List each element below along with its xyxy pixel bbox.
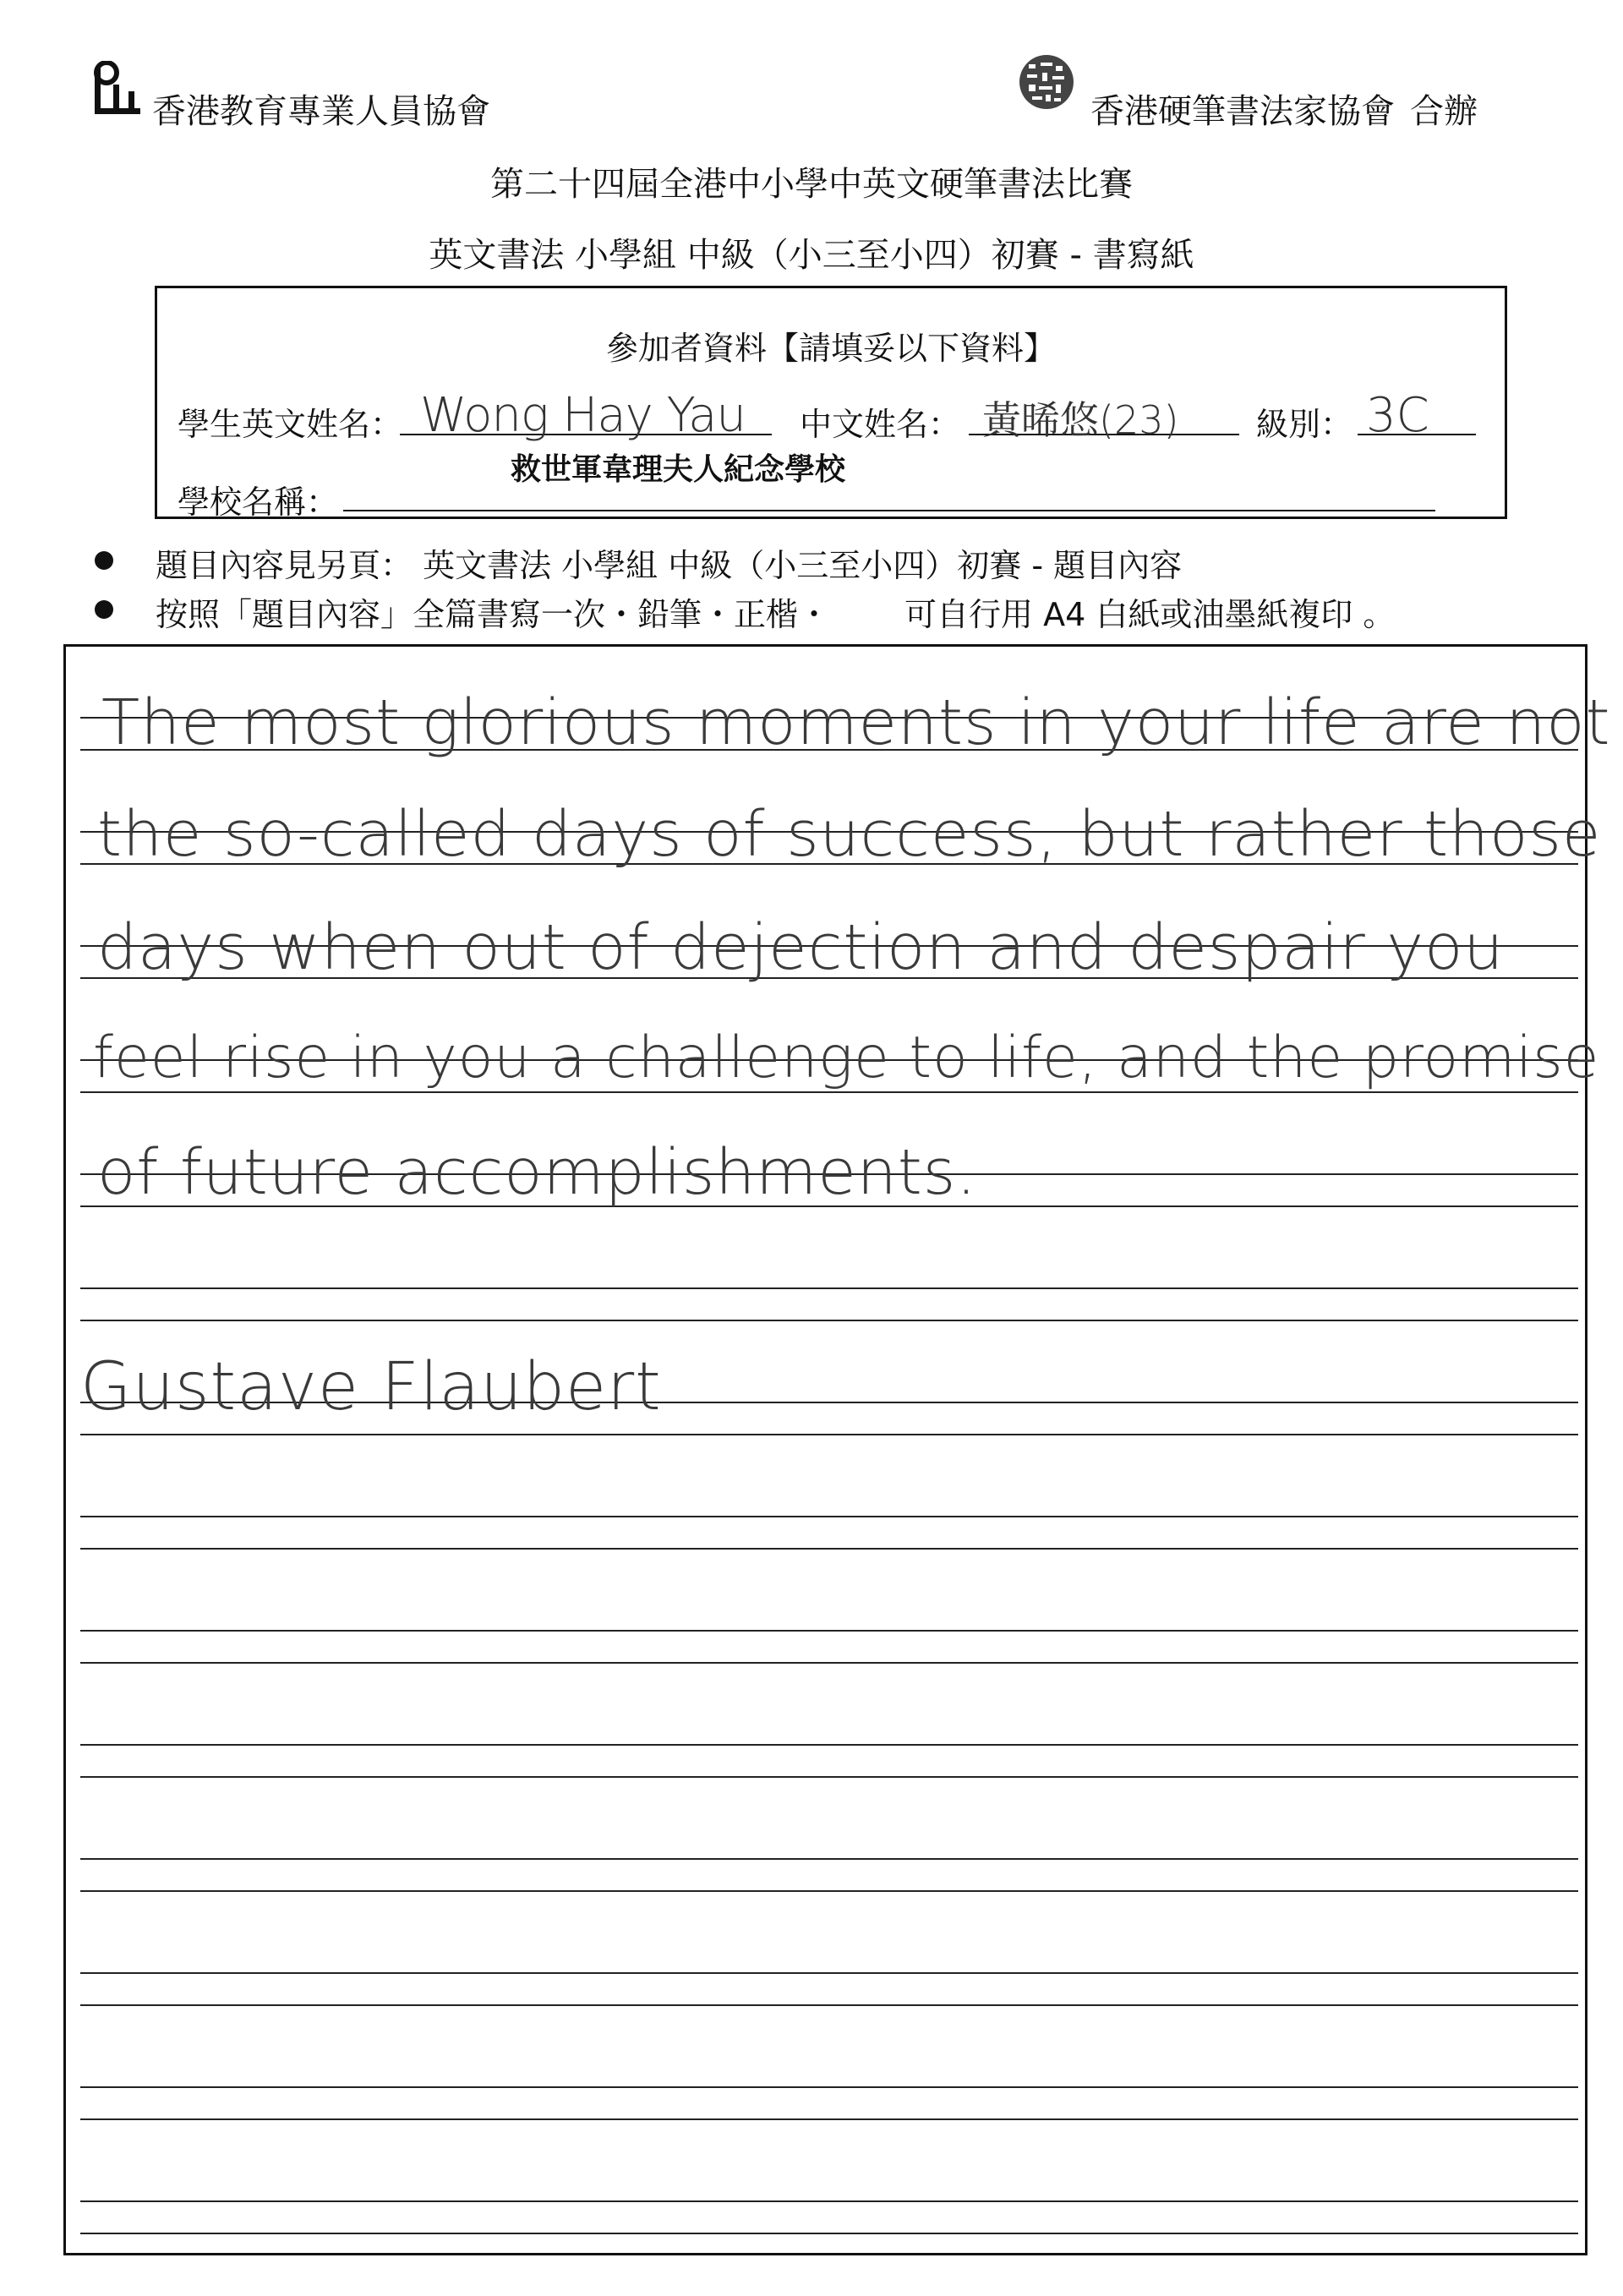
school-label: 學校名稱：	[178, 484, 339, 521]
ruled-line	[80, 1287, 1578, 1289]
ruled-line	[80, 2200, 1578, 2202]
ruled-line	[80, 1630, 1578, 1632]
class-value: 3C	[1366, 388, 1429, 443]
english-name-field[interactable]	[400, 388, 772, 443]
calligraphy-seal-icon	[1017, 52, 1076, 112]
ruled-line	[80, 1516, 1578, 1517]
bullet-icon	[95, 600, 113, 619]
competition-title: 第二十四屆全港中小學中英文硬筆書法比賽	[490, 165, 1133, 204]
ruled-line	[80, 1744, 1578, 1746]
english-name-label: 學生英文姓名：	[178, 406, 403, 443]
ruled-line	[80, 2004, 1578, 2006]
ruled-line	[80, 2118, 1578, 2120]
ruled-line	[80, 1320, 1578, 1321]
instruction-3: 可自行用 A4 白紙或油墨紙複印 。	[904, 596, 1396, 633]
instruction-2: 按照「題目內容」全篇書寫一次・鉛筆・正楷・	[156, 596, 831, 633]
chinese-name-label: 中文姓名：	[800, 406, 961, 443]
class-label: 級別：	[1256, 406, 1353, 443]
ruled-line	[80, 2233, 1578, 2234]
ptu-org-name: 香港教育專業人員協會	[152, 92, 490, 131]
chinese-name-field[interactable]	[969, 391, 1239, 443]
ruled-line	[80, 1972, 1578, 1974]
handwritten-line-2: the so-called days of success, but rather those	[97, 798, 1602, 871]
ruled-line	[80, 1548, 1578, 1550]
school-value-stamp: 救世軍韋理夫人紀念學校	[511, 451, 846, 487]
chinese-name-value: 黃晞悠(23)	[982, 397, 1179, 443]
class-field[interactable]	[1358, 388, 1476, 443]
instruction-1: 題目內容見另頁： 英文書法 小學組 中級（小三至小四）初賽 - 題目內容	[156, 547, 1183, 584]
english-name-value: Wong Hay Yau	[420, 388, 746, 443]
ruled-line	[80, 2086, 1578, 2088]
writing-area[interactable]	[63, 644, 1587, 2255]
ruled-line	[80, 1858, 1578, 1860]
sheet-title: 英文書法 小學組 中級（小三至小四）初賽 - 書寫紙	[429, 236, 1194, 275]
school-field[interactable]	[343, 479, 1435, 511]
handwritten-author: Gustave Flaubert	[80, 1349, 662, 1425]
ruled-line	[80, 1890, 1578, 1892]
co-organise-label: 合辦	[1410, 92, 1478, 131]
handwritten-line-5: of future accomplishments.	[97, 1136, 977, 1209]
hkcs-org-name: 香港硬筆書法家協會	[1090, 92, 1395, 131]
participant-box-title: 參加者資料【請填妥以下資料】	[605, 330, 1056, 367]
participant-info-box	[155, 286, 1507, 519]
bullet-icon	[95, 551, 113, 570]
ruled-line	[80, 1662, 1578, 1664]
handwritten-line-4: feel rise in you a challenge to life, and the promise	[93, 1025, 1600, 1091]
ruled-line	[80, 1434, 1578, 1435]
ruled-line	[80, 1776, 1578, 1778]
handwritten-line-1: The most glorious moments in your life are not	[101, 686, 1611, 759]
ptu-logo-icon	[91, 61, 145, 120]
handwritten-line-3: days when out of dejection and despair you	[97, 911, 1505, 984]
ruled-line	[80, 1091, 1578, 1093]
